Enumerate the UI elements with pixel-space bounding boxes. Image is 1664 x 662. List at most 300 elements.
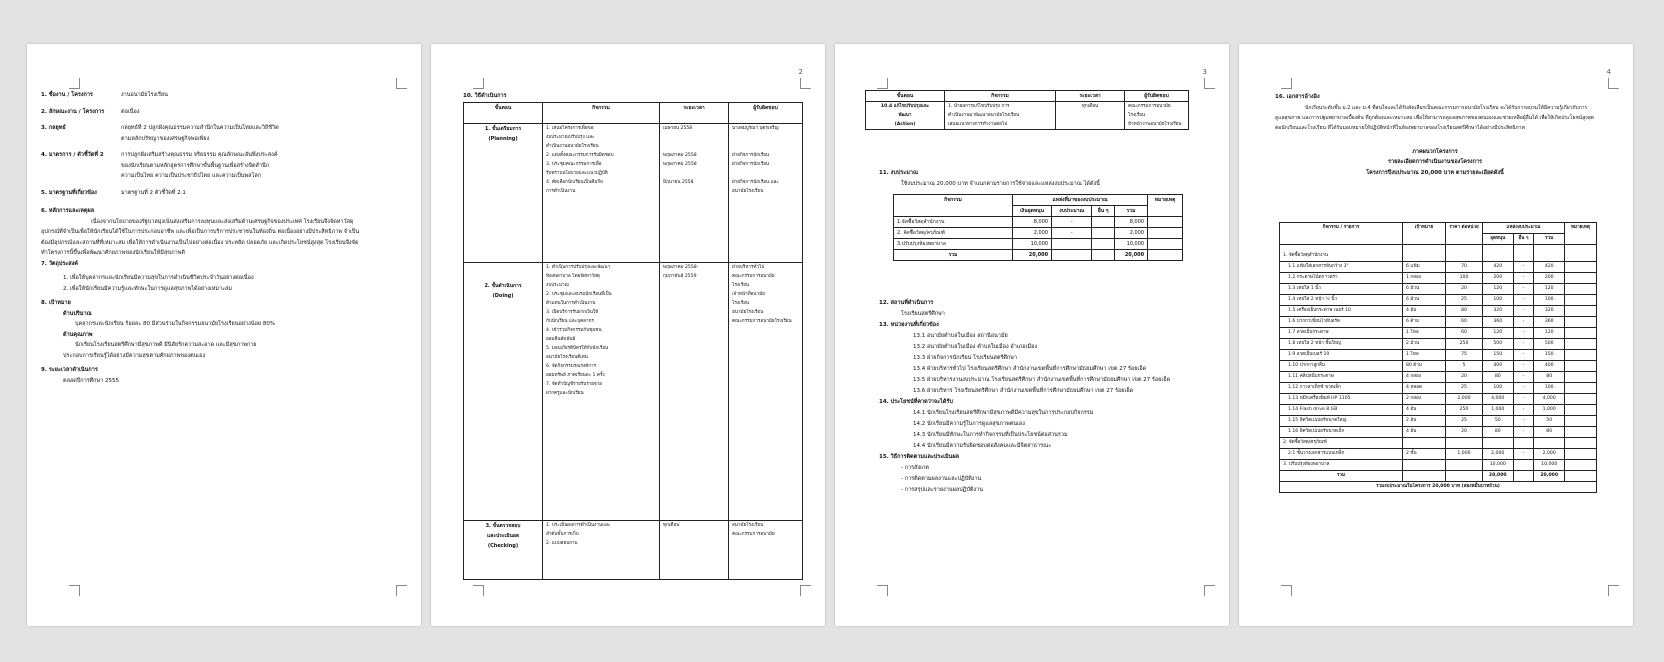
field-label bbox=[41, 161, 121, 172]
field-label: 2. ลักษณะงาน / โครงการ bbox=[41, 108, 105, 115]
table-cell bbox=[1564, 372, 1596, 383]
step-label: และประเมินผล bbox=[487, 533, 519, 540]
crop-mark bbox=[1204, 585, 1215, 596]
table-row bbox=[1280, 284, 1597, 295]
table-cell: - bbox=[1513, 383, 1534, 394]
column-header: หมายเหตุ bbox=[1148, 195, 1183, 217]
list-item: 2. เพื่อให้นักเรียนมีความรู้และทักษะในการดูแลสุขภาพได้อย่างเหมาะสม bbox=[63, 285, 233, 292]
table-cell: 120 bbox=[1483, 328, 1514, 339]
table-cell: รวม bbox=[894, 250, 1013, 261]
paragraph: นักเรียนระดับชั้น ม.2 และ ม.4 ที่สนใจและได้รับคัดเลือกเป็นคณะกรรมการอนามัยโรงเรียน จะได้รับการอบรมให้มีความรู้เกี่ยวกับการดูแลสุขภาพ และการปฐมพยาบาลเบื้องต้น ที่ถูกต้องและเหมาะสม เพื่อให้สามารถดูแลสุขภาพของตนเองและช่วยเหลือผู้อื่นได้ เพื่อให้เกิดประโยชน์สูงสุดต่อนักเรียนและโรงเรียน ที่ได้รับมอบหมายให้ปฏิบัติหน้าที่ในห้องพยาบาลของโรงเรียนสตรีศึกษาได้อย่างมีประสิทธิภาพ bbox=[1275, 104, 1594, 131]
column-header: งบประมาณ bbox=[1052, 206, 1092, 217]
column-header: ผู้รับผิดชอบ bbox=[729, 103, 803, 124]
crop-mark bbox=[800, 585, 811, 596]
table-cell: 60 bbox=[1446, 317, 1483, 328]
table-cell: 1.5 เครื่องเย็บกระดาษ เบอร์ 10 bbox=[1280, 306, 1403, 317]
field-value: ตามหลักปรัชญาของเศรษฐกิจพอเพียง bbox=[121, 135, 210, 142]
owner-line: โรงเรียน bbox=[1128, 113, 1146, 118]
table-cell: 20,000 bbox=[1114, 250, 1147, 261]
table-cell: 60 bbox=[1446, 328, 1483, 339]
step-label: 1. ขั้นเตรียมการ bbox=[484, 125, 522, 132]
paragraph: นักเรียนโรงเรียนสตรีศึกษามีสุขภาพดี มีนิสัยรักความสะอาด และมีสุขภาพกาย bbox=[75, 342, 257, 348]
table-row bbox=[1280, 361, 1597, 372]
table-cell bbox=[1446, 471, 1483, 482]
column-header: ระยะเวลา bbox=[1056, 91, 1125, 102]
field-value: การปลูกฝังเสริมสร้างคุณธรรม จริยธรรม คุณลักษณะอันพึงประสงค์ bbox=[121, 152, 278, 158]
table-cell: 6 ม้วน bbox=[1403, 295, 1446, 306]
crop-mark bbox=[396, 585, 407, 596]
action-table bbox=[865, 90, 1189, 130]
document-page-2 bbox=[431, 44, 825, 626]
activity-line: ดำเนินงานมาพัฒนาอนามัยโรงเรียน bbox=[948, 113, 1020, 118]
table-cell: 400 bbox=[1483, 361, 1514, 372]
table-cell: 500 bbox=[1534, 339, 1565, 350]
table-cell: 80 bbox=[1534, 372, 1565, 383]
table-cell: - bbox=[1513, 339, 1534, 350]
section-heading: 14. ประโยชน์ที่คาดว่าจะได้รับ bbox=[879, 399, 953, 405]
activity-line: 5. มอบเกียรติบัตรให้กับนักเรียน bbox=[546, 345, 609, 351]
owner-line: ฝ่ายบริหารทั่วไป bbox=[732, 264, 765, 270]
activity-line: 1. ดำเนินการปรับปรุงและพัฒนา bbox=[546, 264, 611, 270]
table-cell: 6 ด้าม bbox=[1403, 317, 1446, 328]
column-header: หมายเหตุ bbox=[1564, 223, 1596, 245]
table-cell: 8,000 bbox=[1013, 217, 1052, 228]
table-cell bbox=[1092, 217, 1115, 228]
page-3-content bbox=[879, 168, 1209, 189]
activity-line: ห้องพยาบาล โดยจัดหาวัสดุ bbox=[546, 273, 600, 279]
column-header: กิจกรรม bbox=[543, 103, 660, 124]
table-cell: 2 กล่อง bbox=[1403, 394, 1446, 405]
activity-line: ตัวแทนในการดำเนินงาน bbox=[546, 300, 596, 306]
column-header: รวม bbox=[1534, 234, 1565, 245]
table-cell: - bbox=[1052, 228, 1092, 239]
activity-line: งบประมาณ bbox=[546, 282, 569, 288]
table-cell bbox=[1092, 239, 1115, 250]
table-cell: 20,000 bbox=[1013, 250, 1052, 261]
table-cell bbox=[1148, 228, 1183, 239]
table-cell: 2 ม้วน bbox=[1403, 339, 1446, 350]
annex-title: ภาคผนวกโครงการ bbox=[1412, 148, 1458, 155]
table-cell: 100 bbox=[1534, 383, 1565, 394]
table-cell bbox=[1564, 427, 1596, 438]
table-cell: 200 bbox=[1534, 273, 1565, 284]
activity-line: 1. ประเมินผลการดำเนินงานและ bbox=[546, 523, 611, 529]
table-cell bbox=[1148, 239, 1183, 250]
list-item: - การติดตามผลงานและปฏิบัติงาน bbox=[901, 476, 982, 482]
owner-line: ฝ่ายกิจการนักเรียน bbox=[732, 152, 770, 158]
table-cell: 1 โหล bbox=[1403, 328, 1446, 339]
table-cell: 1.6 ปากกาเขียนไวท์บอร์ด bbox=[1280, 317, 1403, 328]
table-row bbox=[1280, 383, 1597, 394]
table-cell: 420 bbox=[1534, 262, 1565, 273]
table-cell bbox=[1564, 394, 1596, 405]
table-cell: 10,000 bbox=[1483, 460, 1514, 471]
table-row bbox=[894, 228, 1183, 239]
table-cell: 100 bbox=[1446, 273, 1483, 284]
table-cell bbox=[1564, 383, 1596, 394]
table-row bbox=[1280, 306, 1597, 317]
table-cell: - bbox=[1513, 416, 1534, 427]
table-cell: 150 bbox=[1483, 350, 1514, 361]
activity-line: งบประมาณปรับปรุง และ bbox=[546, 134, 595, 140]
table-row bbox=[1280, 416, 1597, 427]
table-header-row bbox=[894, 195, 1183, 206]
time-cell bbox=[660, 123, 729, 262]
owner-line: เจ้าหน้าที่อนามัย bbox=[732, 291, 765, 297]
table-cell: 8,000 bbox=[1114, 217, 1147, 228]
list-item: 13.5 ฝ่ายบริหารงานงบประมาณ โรงเรียนสตรีศึกษา สำนักงานเขตพื้นที่การศึกษามัธยมศึกษา เขต 27 ร้อยเอ็ด bbox=[913, 377, 1171, 383]
table-cell: 20 bbox=[1446, 372, 1483, 383]
activity-line: 1. นำผลการแก้ไขปรับปรุง การ bbox=[948, 104, 1010, 109]
section-heading: 15. วิธีการติดตามและประเมินผล bbox=[879, 454, 960, 460]
table-cell: 1.จัดซื้อวัสดุสำนักงาน bbox=[894, 217, 1013, 228]
annex-subtitle: รายละเอียดการดำเนินงานของโครงการ bbox=[1388, 159, 1482, 165]
owner-line: โรงเรียน bbox=[732, 282, 750, 288]
table-cell: 4 กล่อง bbox=[1403, 372, 1446, 383]
owner-cell bbox=[1125, 102, 1189, 130]
section-paragraph: เนื่องจากนโยบายของรัฐบาลมุ่งเน้นส่งเสริมการลงทุนและส่งเสริมด้านเศรษฐกิจของประเทศ โรงเรียนจึงจัดหาวัสดุอุปกรณ์ที่จำเป็นเพื่อให้นักเรียนได้ใช้ในการประกอบอาชีพ และเพื่อเป็นการบริการประชาชนในท้องถิ่น ต่อเนื่องอย่างมีประสิทธิภาพ จำเป็นต้องมีอุปกรณ์และสถานที่ที่เหมาะสม เพื่อให้การดำเนินงานเป็นไปอย่างต่อเนื่อง ประหยัด ปลอดภัย และเกิดประโยชน์สูงสุด โรงเรียนจึงจัดทำโครงการนี้ขึ้นเพื่อพัฒนาศักยภาพของนักเรียนให้มีสุขภาพดี bbox=[41, 218, 360, 256]
table-cell bbox=[1564, 306, 1596, 317]
table-header-row bbox=[464, 103, 803, 124]
crop-mark bbox=[1281, 585, 1292, 596]
table-row bbox=[894, 239, 1183, 250]
subheading: ด้านปริมาณ bbox=[63, 310, 92, 317]
column-header: ราคา ต่อหน่วย bbox=[1446, 223, 1483, 245]
table-cell bbox=[1446, 460, 1483, 471]
table-cell: 2 อัน bbox=[1403, 416, 1446, 427]
table-row bbox=[1280, 339, 1597, 350]
table-cell: 1.12 กาวลาเท็กซ์ ขวดเล็ก bbox=[1280, 383, 1403, 394]
table-cell: 1 กล่อง bbox=[1403, 273, 1446, 284]
owner-line: คณะกรรมการอนามัยโรงเรียน bbox=[732, 318, 792, 324]
grand-total-row bbox=[1280, 482, 1597, 493]
step-label: (Action) bbox=[894, 122, 916, 127]
table-header-row bbox=[866, 91, 1189, 102]
table-cell bbox=[1564, 361, 1596, 372]
table-cell: 2,000 bbox=[1446, 394, 1483, 405]
column-header: แหล่งงบประมาณ bbox=[1483, 223, 1565, 234]
document-page-3 bbox=[835, 44, 1229, 626]
crop-mark bbox=[396, 78, 407, 89]
table-row bbox=[464, 521, 803, 580]
table-cell: 2,000 bbox=[1534, 449, 1565, 460]
crop-mark bbox=[1204, 78, 1215, 89]
crop-mark bbox=[1608, 585, 1619, 596]
table-cell: 20,000 bbox=[1534, 471, 1565, 482]
section-heading: 10. วิธีดำเนินการ bbox=[463, 93, 507, 99]
table-row bbox=[894, 217, 1183, 228]
owner-line: คณะกรรมการอนามัย bbox=[1128, 104, 1171, 109]
time-line: พฤษภาคม 2558 bbox=[663, 152, 697, 158]
table-cell bbox=[1092, 228, 1115, 239]
group-label: 1. จัดซื้อวัสดุสำนักงาน bbox=[1280, 245, 1403, 262]
table-row bbox=[1280, 350, 1597, 361]
table-row bbox=[1280, 328, 1597, 339]
table-cell: - bbox=[1513, 328, 1534, 339]
page-1-content bbox=[41, 90, 371, 386]
list-item: 14.4 นักเรียนมีความรับผิดชอบต่อสังคมและมีจิตสาธารณะ bbox=[913, 443, 1052, 449]
table-cell: 80 ด้าม bbox=[1403, 361, 1446, 372]
table-cell: 1.1 แฟ้มใส่เอกสารสันกว้าง 3" bbox=[1280, 262, 1403, 273]
column-header: เป้าหมาย bbox=[1403, 223, 1446, 245]
table-cell: 120 bbox=[1534, 328, 1565, 339]
table-cell bbox=[1403, 460, 1446, 471]
document-page-4 bbox=[1239, 44, 1633, 626]
table-cell: 50 bbox=[1534, 416, 1565, 427]
table-cell: 6 แฟ้ม bbox=[1403, 262, 1446, 273]
column-header: อุดหนุน bbox=[1483, 234, 1514, 245]
column-header: อื่น ๆ bbox=[1092, 206, 1115, 217]
crop-mark bbox=[473, 78, 484, 89]
table-cell: 400 bbox=[1534, 361, 1565, 372]
table-cell bbox=[1403, 471, 1446, 482]
activity-cell bbox=[543, 262, 660, 520]
list-item: 14.1 นักเรียนโรงเรียนสตรีศึกษามีสุขภาพดีมีความสุขในการประกอบกิจกรรม bbox=[913, 410, 1094, 416]
column-header: กิจกรรม bbox=[945, 91, 1056, 102]
step-label: 3. ขั้นตรวจสอบ bbox=[485, 523, 521, 530]
table-cell: 75 bbox=[1446, 350, 1483, 361]
paragraph: บุคลากรและนักเรียน ร้อยละ 80 มีส่วนร่วมในกิจกรรมอนามัยโรงเรียนอย่างน้อย 80% bbox=[75, 321, 276, 327]
section-heading: 7. วัตถุประสงค์ bbox=[41, 260, 78, 267]
section-heading: 8. เป้าหมาย bbox=[41, 300, 71, 306]
paragraph: ตลอดปีการศึกษา 2555 bbox=[63, 377, 119, 384]
step-cell bbox=[464, 123, 543, 262]
step-label: (Planning) bbox=[488, 135, 518, 142]
table-row bbox=[866, 102, 1189, 130]
annex-rows bbox=[1280, 262, 1597, 438]
activity-line: 4. คัดเลือกนักเรียนเป็นคีมกีย bbox=[546, 179, 603, 185]
group-label: 2. จัดซื้อวัสดุ/ครุภัณฑ์ bbox=[1280, 438, 1403, 449]
list-item: - การสรุปและรายงานผลปฏิบัติงาน bbox=[901, 487, 983, 493]
table-cell: 360 bbox=[1483, 317, 1514, 328]
table-cell bbox=[1513, 460, 1534, 471]
time-line: เมษายน 2558 bbox=[663, 125, 693, 131]
field-value: ความเป็นไทย ความเป็นประชาธิปไตย และความเป็นพลโลก bbox=[121, 173, 262, 179]
time-line: มิถุนายน 2558 bbox=[663, 179, 694, 185]
table-cell: 2,000 bbox=[1114, 228, 1147, 239]
field-label bbox=[41, 134, 121, 145]
table-cell: 1,000 bbox=[1483, 405, 1514, 416]
table-cell: 80 bbox=[1483, 372, 1514, 383]
table-cell: 70 bbox=[1446, 262, 1483, 273]
page-4-content bbox=[1275, 92, 1595, 178]
table-cell: 1.9 ลวดเย็บเบอร์ 10 bbox=[1280, 350, 1403, 361]
annex-subtitle: โครงการปีงบประมาณ 20,000 บาท ตามรายละเอียดดังนี้ bbox=[1366, 169, 1504, 176]
table-cell: 6 ม้วน bbox=[1403, 284, 1446, 295]
activity-line: ออมทรัพย์ ภาคเรียนละ 1 ครั้ง bbox=[546, 372, 605, 378]
table-cell: 320 bbox=[1534, 306, 1565, 317]
activity-line: 6. จัดกิจกรรมรณรงค์การ bbox=[546, 363, 597, 369]
table-cell: 1.7 ลวดเย็บกระดาษ bbox=[1280, 328, 1403, 339]
table-total-row bbox=[894, 250, 1183, 261]
list-item: 13.4 ฝ่ายบริหารทั่วไป โรงเรียนสตรีศึกษา สำนักงานเขตพื้นที่การศึกษามัธยมศึกษา เขต 27 ร้อยเอ็ด bbox=[913, 366, 1147, 372]
table-row bbox=[1280, 449, 1597, 460]
field-label bbox=[41, 171, 121, 182]
table-cell: 20 bbox=[1446, 284, 1483, 295]
table-cell: 1 โหล bbox=[1403, 350, 1446, 361]
table-cell: 3.ปรับปรุงห้องพยาบาล bbox=[894, 239, 1013, 250]
table-cell bbox=[1564, 317, 1596, 328]
activity-line: 1. เสนอโครงการเพื่อขอ bbox=[546, 125, 594, 131]
table-row bbox=[464, 262, 803, 520]
time-cell bbox=[660, 521, 729, 580]
table-cell: 2,000 bbox=[1483, 449, 1514, 460]
table-header-row bbox=[1280, 223, 1597, 234]
table-cell: 20,000 bbox=[1483, 471, 1514, 482]
paragraph: โรงเรียนสตรีศึกษา bbox=[901, 311, 945, 317]
table-cell: 360 bbox=[1534, 317, 1565, 328]
step-label: พัฒนา bbox=[898, 113, 912, 118]
field-value: งานอนามัยโรงเรียน bbox=[121, 92, 168, 98]
activity-line: 4. เข้าร่วมกิจกรรมกับชุมชน bbox=[546, 327, 602, 333]
table-cell: - bbox=[1513, 273, 1534, 284]
section-heading: 13. หน่วยงานที่เกี่ยวข้อง bbox=[879, 322, 939, 328]
table-row bbox=[1280, 372, 1597, 383]
table-cell bbox=[1564, 328, 1596, 339]
owner-line: นางสมบูรณา บุตรเจริญ bbox=[732, 125, 779, 131]
step-label: 10.4 แก้ไขปรับปรุงและ bbox=[880, 104, 930, 109]
field-label: 3. กลยุทธ์ bbox=[41, 125, 66, 131]
table-cell: 1.8 เทปใส 2 หน้า ชิ้นใหญ่ bbox=[1280, 339, 1403, 350]
table-cell: 1.10 ปากกาลูกลื่น bbox=[1280, 361, 1403, 372]
time-line: พฤษภาคม 2558- bbox=[663, 264, 699, 270]
table-cell: 1.14 Flash drive 8 GB bbox=[1280, 405, 1403, 416]
table-cell bbox=[1564, 416, 1596, 427]
table-cell: 1.13 หมึกเครื่องพิมพ์ HP 1105 bbox=[1280, 394, 1403, 405]
table-cell: 100 bbox=[1483, 383, 1514, 394]
table-cell: 200 bbox=[1483, 273, 1514, 284]
table-cell: 1.15 ลิควิดเปเปอร์ขนาดใหญ่ bbox=[1280, 416, 1403, 427]
page-number: 3 bbox=[1202, 68, 1207, 76]
owner-line: คณะกรรมการอนามัย bbox=[732, 273, 775, 279]
table-cell bbox=[1564, 284, 1596, 295]
table-cell: 80 bbox=[1534, 427, 1565, 438]
column-header: แหล่งที่มาของงบประมาณ bbox=[1013, 195, 1148, 206]
time-line: ทุกเดือน bbox=[663, 523, 680, 529]
crop-mark bbox=[1608, 78, 1619, 89]
table-cell: 2,000 bbox=[1013, 228, 1052, 239]
table-cell bbox=[1148, 217, 1183, 228]
budget-table bbox=[893, 194, 1183, 261]
column-header: ระยะเวลา bbox=[660, 103, 729, 124]
activity-cell bbox=[543, 521, 660, 580]
table-cell: - bbox=[1513, 350, 1534, 361]
step-label: (Checking) bbox=[487, 543, 519, 550]
table-row bbox=[464, 123, 803, 262]
table-cell: 1.16 ลิควิดเปเปอร์ขนาดเล็ก bbox=[1280, 427, 1403, 438]
owner-line: ฝ่ายกิจการนักเรียน bbox=[732, 161, 770, 167]
table-cell: - bbox=[1513, 405, 1534, 416]
field-value: ของนักเรียนตามหลักสูตรการศึกษาขั้นพื้นฐานเพื่อสร้างจิตสำนึก bbox=[121, 162, 270, 169]
table-cell: 50 bbox=[1483, 416, 1514, 427]
table-row bbox=[1280, 317, 1597, 328]
table-cell: 2 ชั้น bbox=[1403, 449, 1446, 460]
table-cell: 1.2 กระดาษโน้ตกาวตรา bbox=[1280, 273, 1403, 284]
table-cell: 320 bbox=[1483, 306, 1514, 317]
table-cell bbox=[1564, 339, 1596, 350]
table-cell: 120 bbox=[1483, 284, 1514, 295]
activity-cell bbox=[945, 102, 1056, 130]
document-page-1 bbox=[27, 44, 421, 626]
table-cell: 25 bbox=[1446, 383, 1483, 394]
table-row bbox=[1280, 273, 1597, 284]
section-heading: 11. งบประมาณ bbox=[879, 170, 919, 176]
field-value: ต่อเนื่อง bbox=[121, 108, 140, 115]
owner-cell bbox=[729, 262, 803, 520]
table-cell: 1.4 เทปใส 2 หน้า ½ นิ้ว bbox=[1280, 295, 1403, 306]
time-cell bbox=[660, 262, 729, 520]
list-item: 13.6 ฝ่ายบริหาร โรงเรียนสตรีศึกษา สำนักงานเขตพื้นที่การศึกษามัธยมศึกษา เขต 27 ร้อยเอ็ด bbox=[913, 388, 1134, 394]
table-cell: - bbox=[1513, 262, 1534, 273]
table-cell: 1,000 bbox=[1534, 405, 1565, 416]
owner-cell bbox=[729, 521, 803, 580]
table-cell bbox=[1513, 471, 1534, 482]
activity-cell bbox=[543, 123, 660, 262]
activity-line: การดำเนินงาน bbox=[546, 188, 576, 194]
activity-line: 3. ประชุมคณะกรรมการเพื่อ bbox=[546, 161, 602, 167]
table-cell: 1.11 คลิปหนีบกระดาษ bbox=[1280, 372, 1403, 383]
activity-line: 2. แบบสอบถาม bbox=[546, 541, 578, 547]
list-item: 14.3 นักเรียนมีทักษะในการทำกิจกรรมที่เป็นประโยชน์ต่อส่วนรวม bbox=[913, 432, 1068, 438]
time-line: พฤษภาคม 2558 bbox=[663, 161, 697, 167]
table-cell: 25 bbox=[1446, 295, 1483, 306]
table-cell: - bbox=[1513, 317, 1534, 328]
field-label: 1. ชื่องาน / โครงการ bbox=[41, 92, 93, 98]
table-cell: 4,000 bbox=[1534, 394, 1565, 405]
activity-line: 2. แต่งตั้งคณะกรรมการรับผิดชอบ bbox=[546, 152, 614, 158]
column-header: ขั้นตอน bbox=[866, 91, 945, 102]
section-heading: 12. สถานที่ดำเนินการ bbox=[879, 300, 934, 306]
table-cell: - bbox=[1052, 217, 1092, 228]
owner-line: คณะกรรมการอนามัย bbox=[732, 532, 775, 538]
crop-mark bbox=[69, 78, 80, 89]
table-row bbox=[1280, 427, 1597, 438]
table-cell: 2. จัดซื้อวัสดุ/ครุภัณฑ์ bbox=[894, 228, 1013, 239]
table-group-row bbox=[1280, 438, 1597, 449]
table-cell: 20 bbox=[1446, 427, 1483, 438]
table-cell bbox=[1564, 262, 1596, 273]
crop-mark bbox=[69, 585, 80, 596]
list-item: - การสังเกต bbox=[901, 465, 929, 471]
owner-line: อนามัยโรงเรียน bbox=[732, 309, 764, 315]
table-cell: - bbox=[1513, 372, 1534, 383]
table-cell: - bbox=[1513, 284, 1534, 295]
column-header: กิจกรรม bbox=[894, 195, 1013, 217]
table-cell: 250 bbox=[1446, 339, 1483, 350]
column-header: ผู้รับผิดชอบ bbox=[1125, 91, 1189, 102]
table-cell bbox=[1564, 273, 1596, 284]
table-row bbox=[1280, 460, 1597, 471]
field-value: กลยุทธ์ที่ 2 ปลูกฝังคุณธรรมความสำนึกในความเป็นไทยและวิถีชีวิต bbox=[121, 125, 279, 131]
table-total-row bbox=[1280, 471, 1597, 482]
table-cell bbox=[1052, 250, 1092, 261]
list-item: 13.1 อนามัยตำบลในเมือง สถานีอนามัย bbox=[913, 333, 1008, 339]
activity-line: ฝากครูและนักเรียน bbox=[546, 390, 584, 396]
table-cell: 4 อัน bbox=[1403, 405, 1446, 416]
table-cell: 5 bbox=[1446, 361, 1483, 372]
table-cell: 250 bbox=[1446, 405, 1483, 416]
time-cell: ทุกเดือน bbox=[1056, 102, 1125, 130]
table-cell bbox=[1564, 350, 1596, 361]
table-cell: 100 bbox=[1483, 295, 1514, 306]
owner-line: หัวหน้างานอนามัยโรงเรียน bbox=[1128, 122, 1182, 127]
step-cell bbox=[866, 102, 945, 130]
table-cell: 80 bbox=[1446, 306, 1483, 317]
table-cell: 3. ปรับปรุงห้องพยาบาล bbox=[1280, 460, 1403, 471]
table-cell: - bbox=[1513, 361, 1534, 372]
owner-line: โรงเรียน bbox=[732, 300, 750, 306]
crop-mark bbox=[473, 585, 484, 596]
